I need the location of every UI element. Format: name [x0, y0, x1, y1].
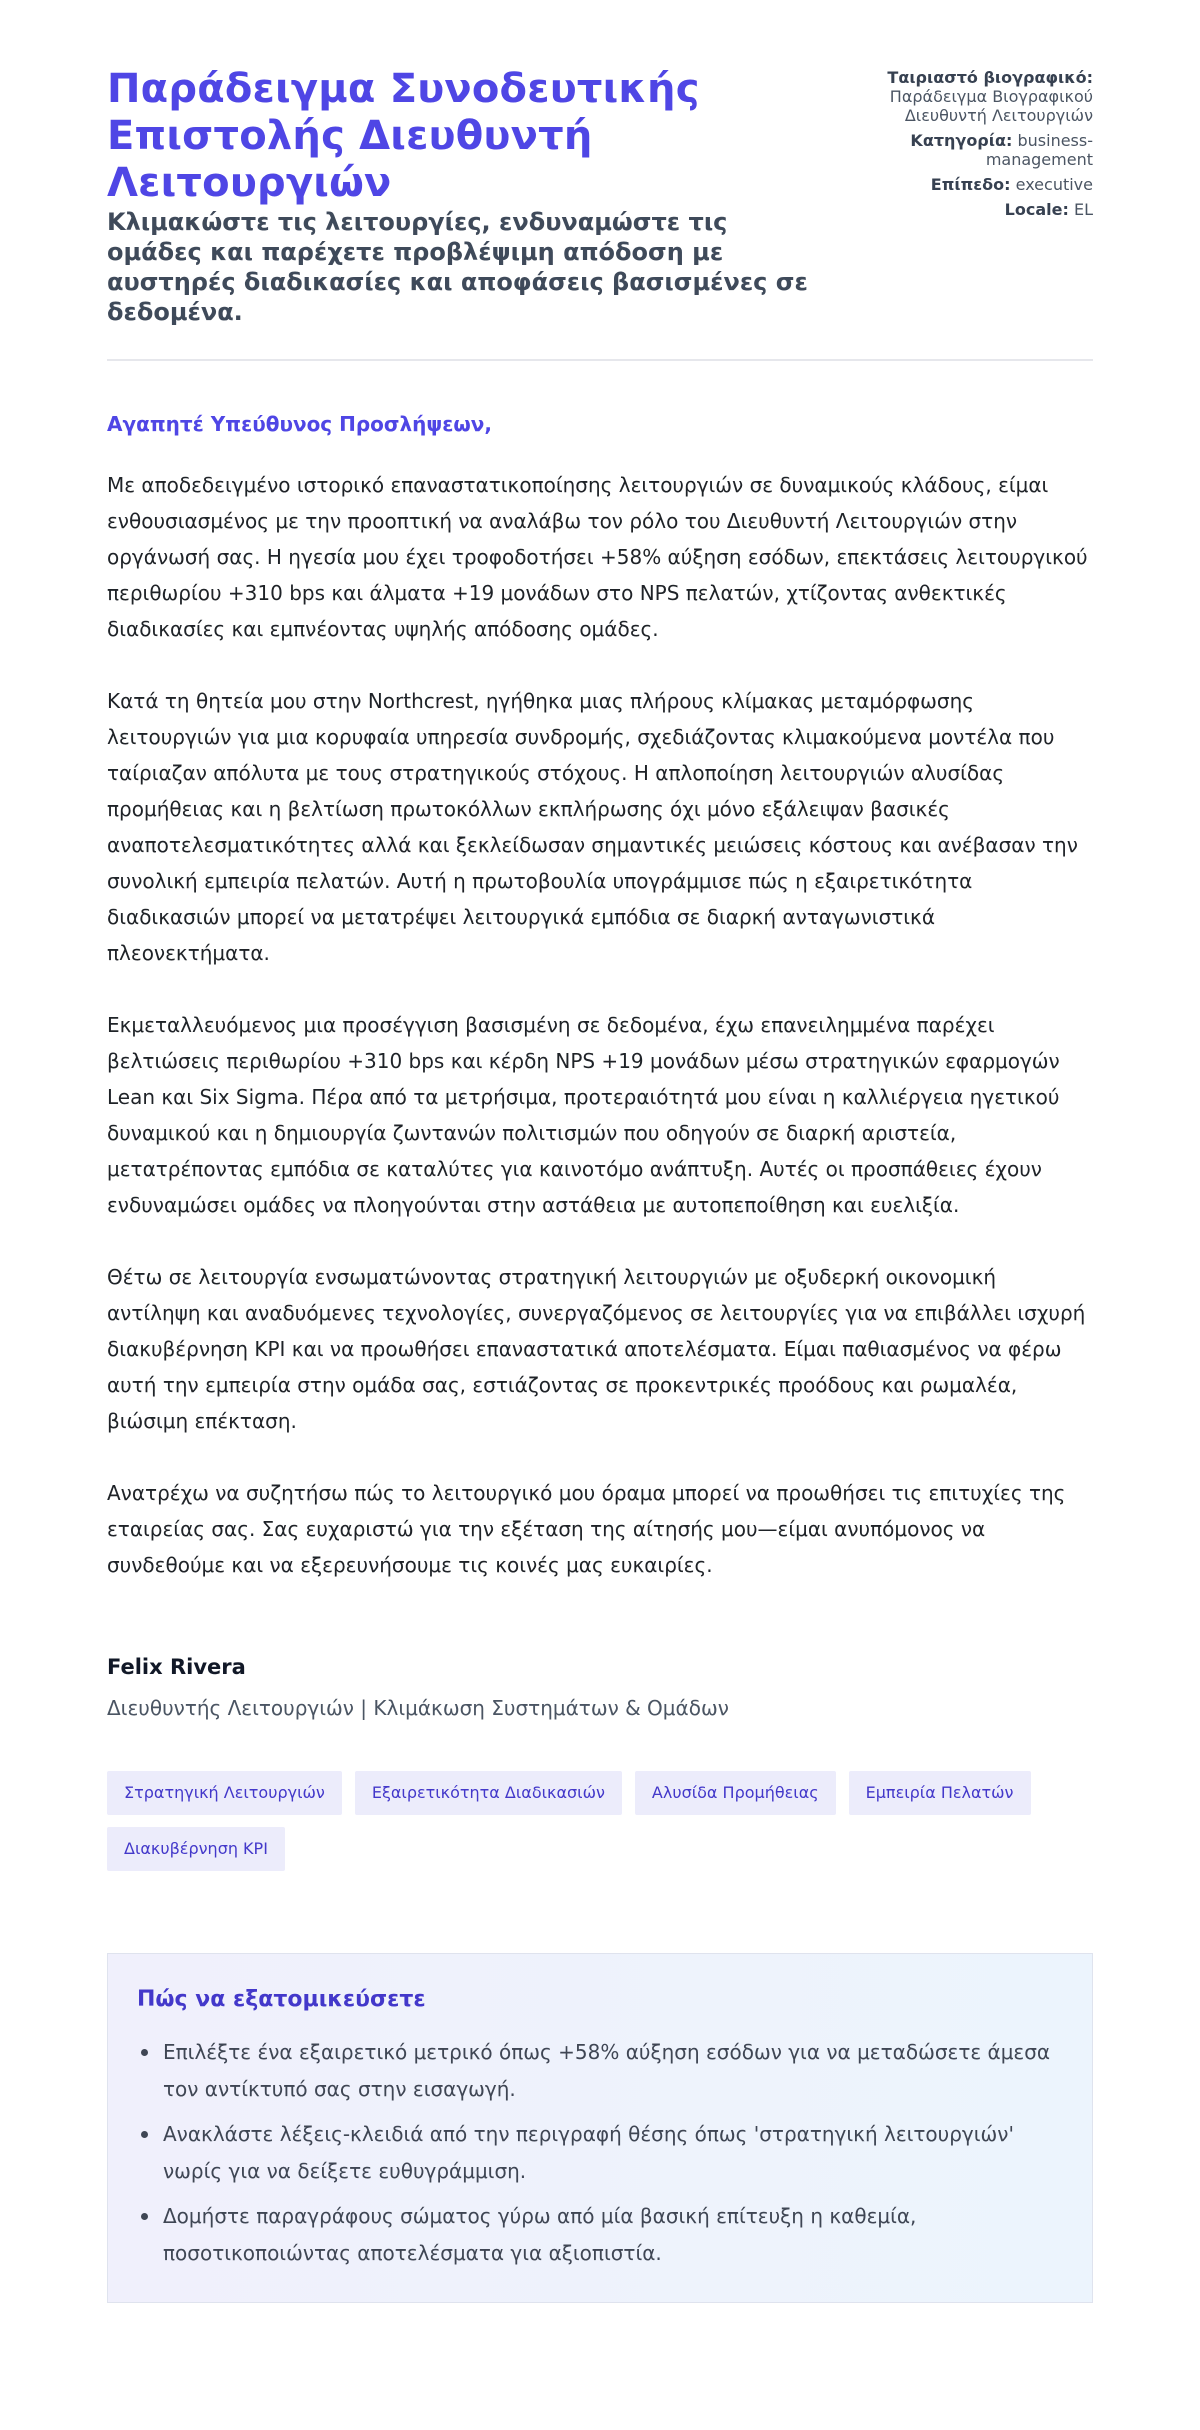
- tips-item: [137, 2116, 1063, 2190]
- letter-paragraph-5: Ανατρέχω να συζητήσω πώς το λειτουργικό μου όραμα μπορεί να προωθήσει τις επιτυχίες της εταιρείας σας. Σας ευχαριστώ για την εξέταση της αίτησής μου—είμαι ανυπόμονος να συνδεθούμε και να εξερευνήσουμε τις κοινές μας ευκαιρίες.: [107, 1481, 1066, 1577]
- meta-category-value: business-management: [985, 131, 1093, 169]
- meta-resume-label: Ταιριαστό βιογραφικό:: [887, 68, 1093, 87]
- page-title: Παράδειγμα Συνοδευτικής Επιστολής Διευθυντή Λειτουργιών: [107, 66, 700, 206]
- tag-process-excellence: Εξαιρετικότητα Διαδικασιών: [355, 1771, 622, 1815]
- page-subtitle: Κλιμακώστε τις λειτουργίες, ενδυναμώστε τις ομάδες και παρέχετε προβλέψιμη απόδοση με αυστηρές διαδικασίες και αποφάσεις βασισμένες σε δεδομένα.: [107, 208, 808, 326]
- meta-category-label: Κατηγορία:: [910, 131, 1013, 150]
- header-title-block: [107, 66, 827, 327]
- tips-title: Πώς να εξατομικεύσετε: [137, 1987, 426, 2012]
- meta-resume: [843, 68, 1093, 125]
- tips-item: [137, 2034, 1063, 2108]
- tag-kpi-governance: Διακυβέρνηση KPI: [107, 1827, 285, 1871]
- letter-paragraph-3: Εκμεταλλευόμενος μια προσέγγιση βασισμένη σε δεδομένα, έχω επανειλημμένα παρέχει βελτιώσεις περιθωρίου +310 bps και κέρδη NPS +19 μονάδων μέσω στρατηγικών εφαρμογών Lean και Six Sigma. Πέρα από τα μετρήσιμα, προτεραιότητά μου είναι η καλλιέργεια ηγετικού δυναμικού και η δημιουργία ζωντανών πολιτισμών που οδηγούν σε διαρκή αριστεία, μετατρέποντας εμπόδια σε καταλύτες για καινοτόμο ανάπτυξη. Αυτές οι προσπάθειες έχουν ενδυναμώσει ομάδες να πλοηγούνται στην αστάθεια με αυτοπεποίθηση και ευελιξία.: [107, 1013, 1060, 1217]
- tag-operations-strategy: Στρατηγική Λειτουργιών: [107, 1771, 342, 1815]
- letter-greeting: Αγαπητέ Υπεύθυνος Προσλήψεων,: [107, 412, 493, 436]
- meta-locale: [843, 200, 1093, 219]
- meta-level-value: executive: [1015, 175, 1093, 194]
- bullet-icon: [141, 2213, 148, 2220]
- meta-category: [843, 131, 1093, 169]
- letter-paragraph-2: Κατά τη θητεία μου στην Northcrest, ηγήθηκα μιας πλήρους κλίμακας μεταμόρφωσης λειτουργιών για μια κορυφαία υπηρεσία συνδρομής, σχεδιάζοντας κλιμακούμενα μοντέλα που ταίριαζαν απόλυτα με τους στρατηγικούς στόχους. Η απλοποίηση λειτουργιών αλυσίδας προμήθειας και η βελτίωση πρωτοκόλλων εκπλήρωσης όχι μόνο εξάλειψαν βασικές αναποτελεσματικότητες αλλά και ξεκλείδωσαν σημαντικές μειώσεις κόστους και ανέβασαν την συνολική εμπειρία πελατών. Αυτή η πρωτοβουλία υπογράμμισε πώς η εξαιρετικότητα διαδικασιών μπορεί να μετατρέψει λειτουργικά εμπόδια σε διαρκή ανταγωνιστικά πλεονεκτήματα.: [107, 689, 1078, 965]
- letter-body: [107, 411, 1093, 1583]
- meta-resume-value: Παράδειγμα Βιογραφικού Διευθυντή Λειτουργιών: [889, 87, 1093, 125]
- skill-tags: [107, 1771, 1093, 1871]
- signature-block: [107, 1653, 1093, 1721]
- tips-item: [137, 2198, 1063, 2272]
- customization-tips-box: [107, 1953, 1093, 2303]
- letter-paragraph-1: Με αποδεδειγμένο ιστορικό επαναστατικοποίησης λειτουργιών σε δυναμικούς κλάδους, είμαι ενθουσιασμένος με την προοπτική να αναλάβω τον ρόλο του Διευθυντή Λειτουργιών στην οργάνωσή σας. Η ηγεσία μου έχει τροφοδοτήσει +58% αύξηση εσόδων, επεκτάσεις λειτουργικού περιθωρίου +310 bps και άλματα +19 μονάδων στο NPS πελατών, χτίζοντας ανθεκτικές διαδικασίες και εμπνέοντας υψηλής απόδοσης ομάδες.: [107, 473, 1088, 641]
- tag-customer-experience: Εμπειρία Πελατών: [849, 1771, 1031, 1815]
- signature-name: Felix Rivera: [107, 1655, 246, 1679]
- tips-item-text: Ανακλάστε λέξεις-κλειδιά από την περιγραφή θέσης όπως 'στρατηγική λειτουργιών' νωρίς για να δείξετε ευθυγράμμιση.: [163, 2122, 1014, 2183]
- tips-item-text: Επιλέξτε ένα εξαιρετικό μετρικό όπως +58% αύξηση εσόδων για να μεταδώσετε άμεσα τον αντίκτυπό σας στην εισαγωγή.: [163, 2040, 1051, 2101]
- meta-level-label: Επίπεδο:: [930, 175, 1011, 194]
- meta-level: [843, 175, 1093, 194]
- letter-paragraph-4: Θέτω σε λειτουργία ενσωματώνοντας στρατηγική λειτουργιών με οξυδερκή οικονομική αντίληψη και αναδυόμενες τεχνολογίες, συνεργαζόμενος σε λειτουργίες για να επιβάλλει ισχυρή διακυβέρνηση KPI και να προωθήσει επαναστατικά αποτελέσματα. Είμαι παθιασμένος να φέρω αυτή την εμπειρία στην ομάδα σας, εστιάζοντας σε προκεντρικές προόδους και ρωμαλέα, βιώσιμη επέκταση.: [107, 1265, 1086, 1433]
- bullet-icon: [141, 2049, 148, 2056]
- tips-list: [137, 2034, 1063, 2272]
- meta-locale-label: Locale:: [1004, 200, 1069, 219]
- tips-item-text: Δομήστε παραγράφους σώματος γύρω από μία βασική επίτευξη η καθεμία, ποσοτικοποιώντας αποτελέσματα για αξιοπιστία.: [163, 2204, 917, 2265]
- bullet-icon: [141, 2131, 148, 2138]
- meta-locale-value: EL: [1073, 200, 1093, 219]
- meta-panel: [843, 66, 1093, 225]
- page-header: [107, 66, 1093, 361]
- tag-supply-chain: Αλυσίδα Προμήθειας: [635, 1771, 836, 1815]
- signature-title: Διευθυντής Λειτουργιών | Κλιμάκωση Συστημάτων & Ομάδων: [107, 1696, 729, 1720]
